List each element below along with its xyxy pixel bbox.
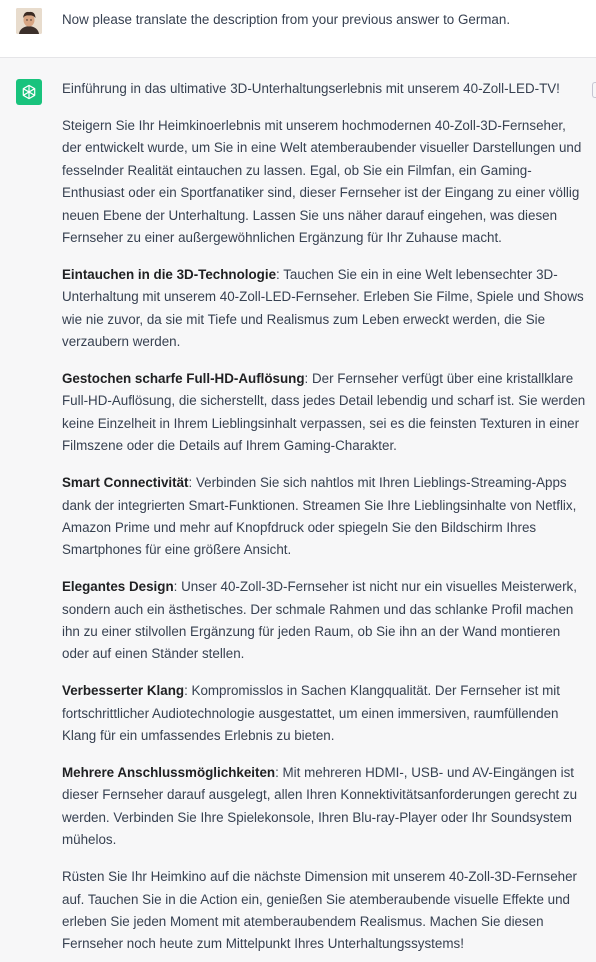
user-message-row [0,0,596,58]
feature-paragraph [62,576,586,666]
feature-text: : Unser 40-Zoll-3D-Fernseher ist nicht nur ein visuelles Meisterwerk, sondern auch ein ästhetisches. Der schmale Rahmen und das schlanke Profil machen ihn zu einer stilvollen Ergänzung für jeden Raum, ob Sie ihn an der Wand montieren oder auf einen Ständer stellen. [62,579,577,662]
feature-title: Elegantes Design [62,579,174,595]
assistant-message-row [0,58,596,962]
openai-logo-icon [20,83,38,101]
closing-paragraph: Rüsten Sie Ihr Heimkino auf die nächste Dimension mit unserem 40-Zoll-3D-Fernseher auf. Tauchen Sie in die Action ein, genießen Sie atemberaubende visuelle Effekte und erleben Sie jeden Moment mit atemberaubendem Realismus. Machen Sie diesen Fernseher noch heute zum Mittelpunkt Ihres Unterhaltungssystems! [62,869,578,952]
feature-text: : Tauchen Sie ein in eine Welt lebensechter 3D-Unterhaltung mit unserem 40-Zoll-LED-Fernseher. Erleben Sie Filme, Spiele und Shows wie nie zuvor, da sie mit Tiefe und Realismus zum Leben erweckt werden, die Sie verzaubern werden. [62,266,584,350]
intro-paragraph: Einführung in das ultimative 3D-Unterhaltungserlebnis mit unserem 40-Zoll-LED-TV! [62,81,560,96]
feature-title: Gestochen scharfe Full-HD-Auflösung [62,370,305,386]
feature-text: : Verbinden Sie sich nahtlos mit Ihren Lieblings-Streaming-Apps dank der integrierten Smart-Funktionen. Streamen Sie Ihre Lieblingsinhalte von Netflix, Amazon Prime und mehr auf Knopfdruck oder spiegeln Sie den Bildschirm Ihres Smartphones für eine größere Ansicht. [62,475,577,558]
feature-text: : Mit mehreren HDMI-, USB- und AV-Eingängen ist dieser Fernseher darauf ausgelegt, allen Ihren Konnektivitätsanforderungen gerecht zu werden. Verbinden Sie Ihre Spielekonsole, Ihren Blu-ray-Player oder Ihr Soundsystem mühelos. [62,765,578,848]
chatgpt-logo-icon [16,79,42,105]
feature-title: Smart Connectivität [62,475,189,491]
description-paragraph: Steigern Sie Ihr Heimkinoerlebnis mit unserem hochmodernen 40-Zoll-3D-Fernseher, der entwickelt wurde, um Sie in eine Welt atemberaubender visueller Darstellungen und fesselnder Realität eintauchen zu lassen. Egal, ob Sie ein Filmfan, ein Gaming-Enthusiast oder ein Sportfanatiker sind, dieser Fernseher ist der Eingang zu einer völlig neuen Ebene der Unterhaltung. Lassen Sie uns näher darauf eingehen, was diesen Fernseher zu einer außergewöhnlichen Ergänzung für Ihr Zuhause macht. [62,117,582,245]
feature-paragraph [62,368,586,458]
feature-title: Verbesserter Klang [62,683,185,699]
feature-text: : Kompromisslos in Sachen Klangqualität. Der Fernseher ist mit fortschrittlicher Audiotechnologie ausgestattet, um einen immersiven, raumfüllenden Klang für ein umfassendes Erlebnis zu bieten. [62,683,560,744]
feature-paragraph [62,472,586,562]
user-avatar-image [16,8,42,34]
feature-paragraph [62,680,586,747]
copy-button-edge[interactable] [592,82,596,98]
feature-paragraph [62,762,586,852]
user-avatar [16,8,42,34]
feature-text: : Der Fernseher verfügt über eine kristallklare Full-HD-Auflösung, die sicherstellt, dass jedes Detail lebendig und scharf ist. Sie werden keine Einzelheit in Ihrem Lieblingsinhalt verpassen, sei es die feinsten Texturen in einer Filmszene oder die Details auf Ihrem Gaming-Charakter. [62,370,586,454]
feature-title: Mehrere Anschlussmöglichkeiten [62,765,276,781]
feature-paragraph [62,264,586,354]
feature-title: Eintauchen in die 3D-Technologie [62,266,277,282]
assistant-message-content [62,78,586,962]
user-message-text: Now please translate the description from your previous answer to German. [62,12,511,27]
